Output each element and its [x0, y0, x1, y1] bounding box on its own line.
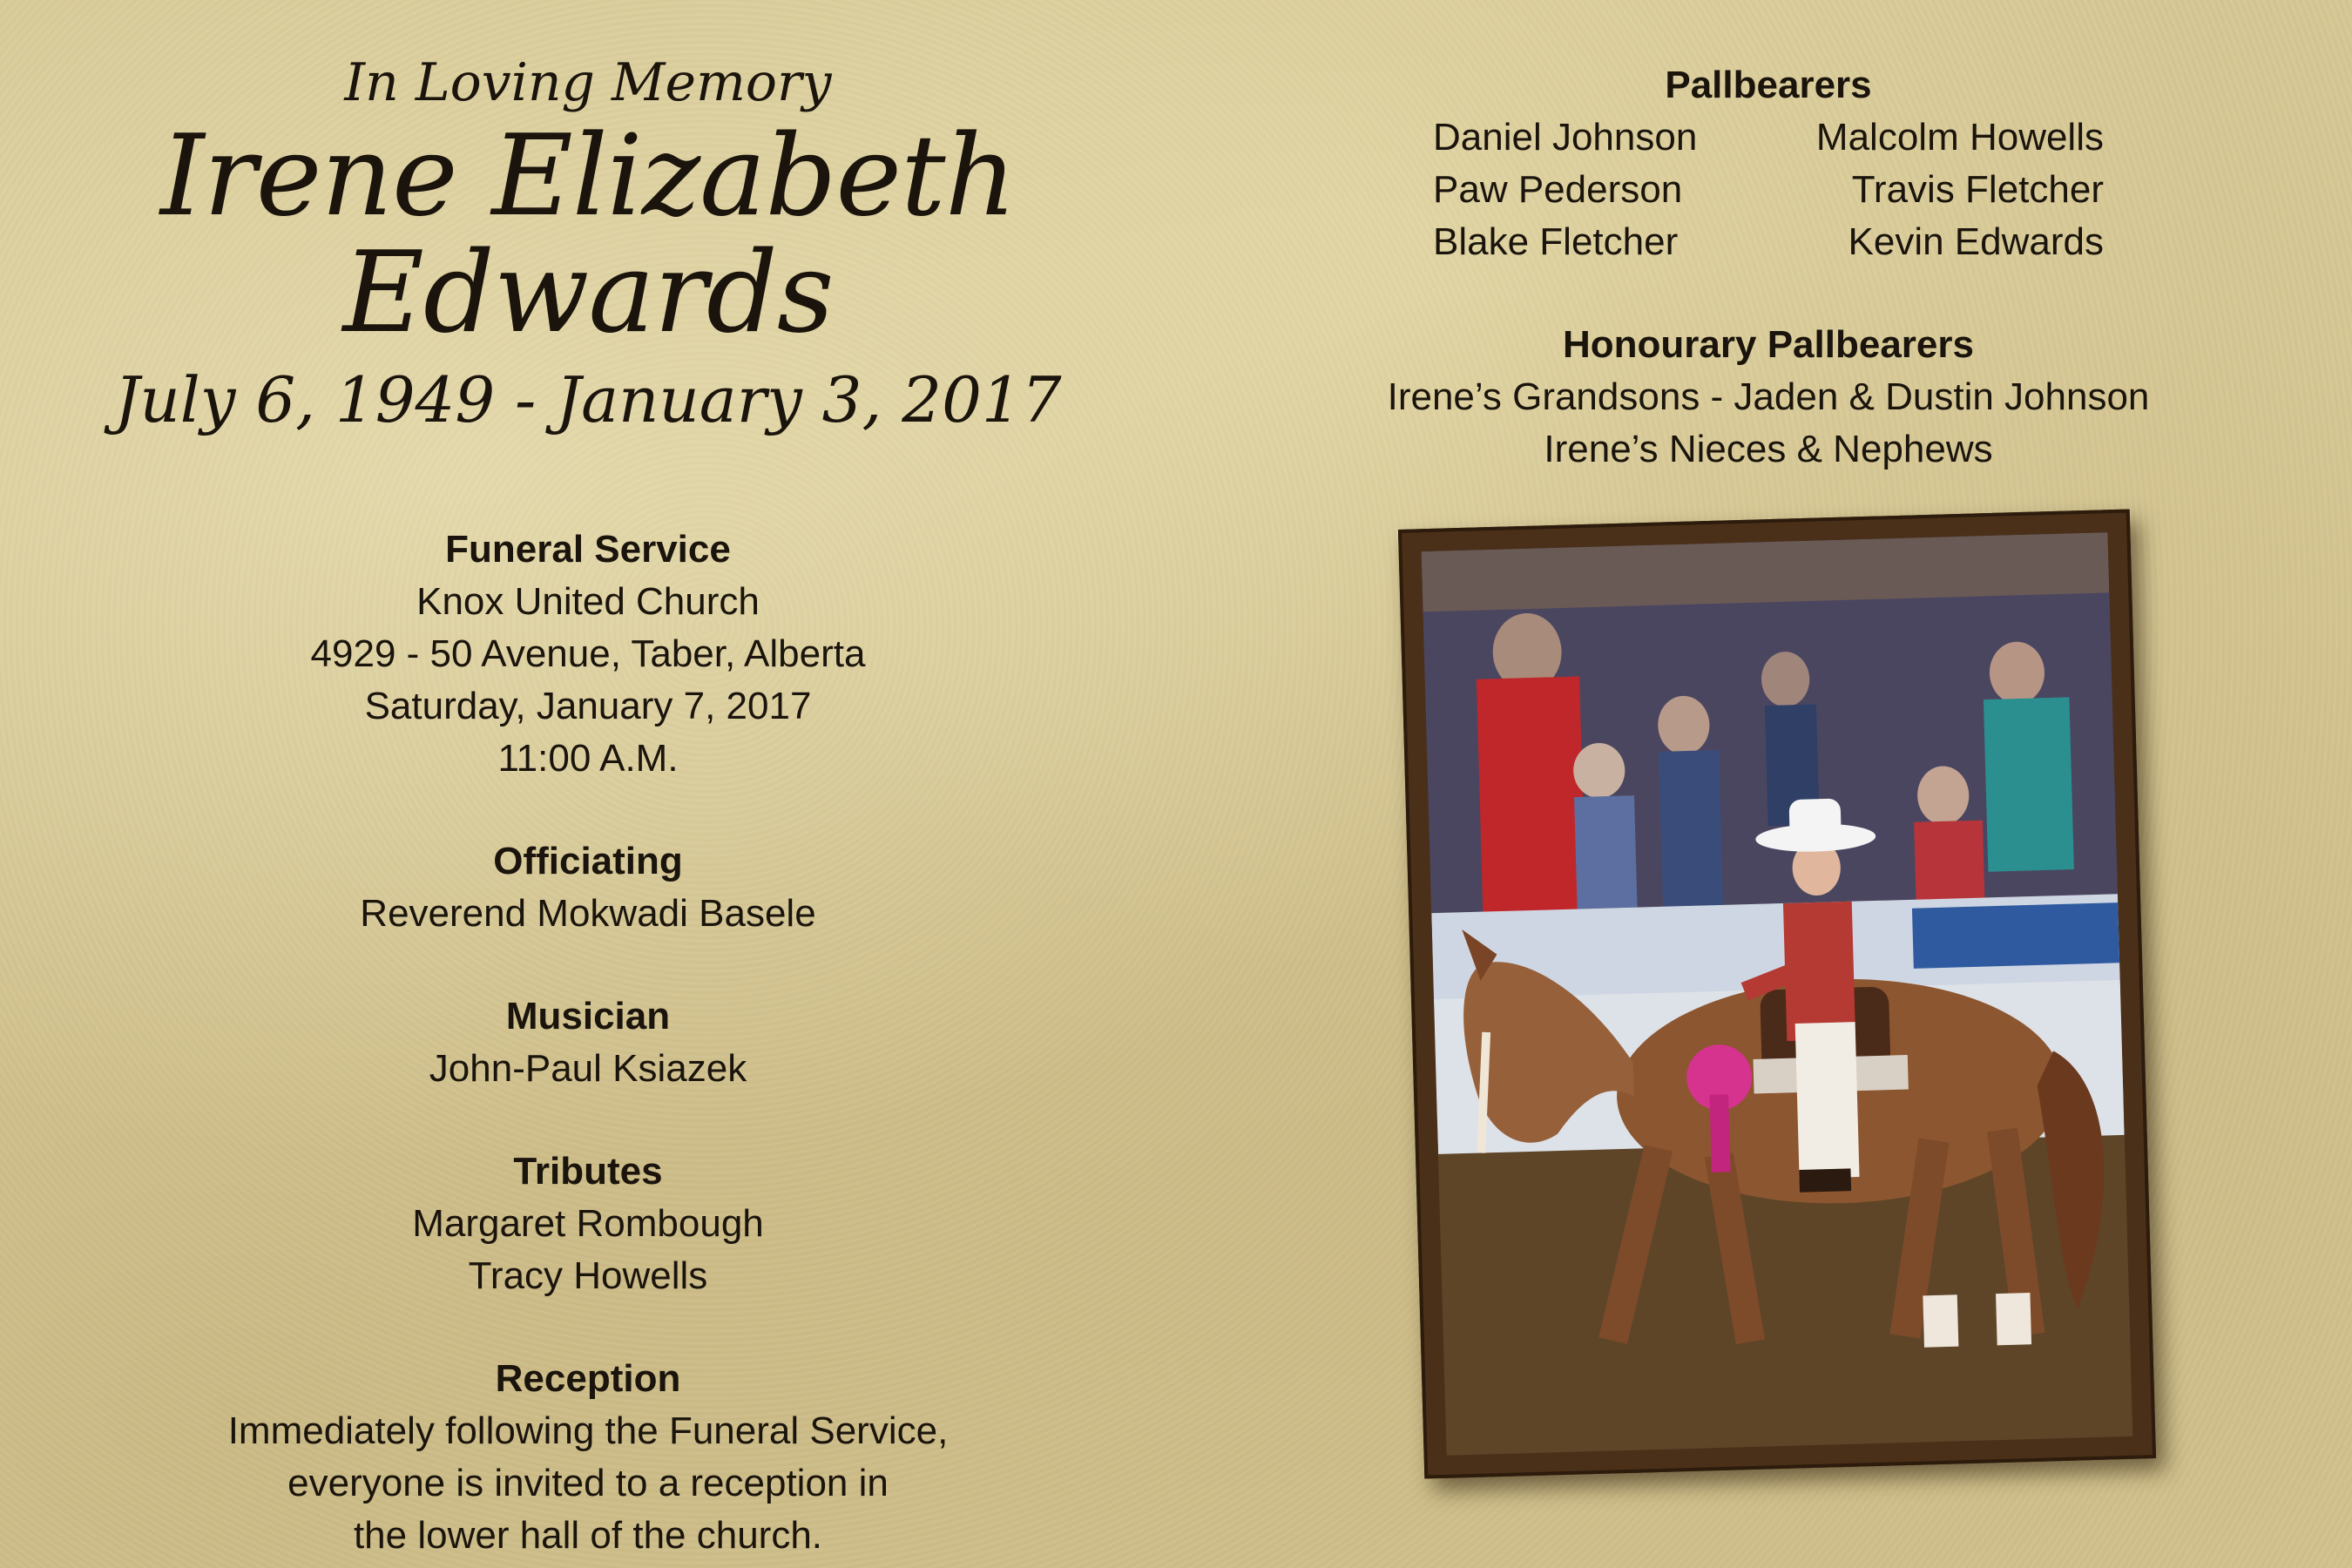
funeral-service-section — [70, 524, 1106, 785]
left-column — [70, 44, 1106, 1562]
photo-frame — [1398, 509, 2156, 1478]
honourary-line: Irene’s Nieces & Nephews — [1544, 428, 1993, 470]
pallbearer-name: Paw Pederson — [1433, 168, 1683, 211]
section-line: Knox United Church — [416, 579, 760, 623]
section-line: Tracy Howells — [468, 1254, 708, 1297]
section-heading: Officiating — [493, 839, 683, 882]
rider-on-horse-photo — [1422, 532, 2133, 1456]
tributes-section — [70, 1146, 1106, 1302]
honourary-pallbearers-heading: Honourary Pallbearers — [1563, 323, 1974, 366]
honourary-line: Irene’s Grandsons - Jaden & Dustin Johnson — [1387, 375, 2150, 418]
section-line: Saturday, January 7, 2017 — [364, 684, 812, 727]
section-line: 4929 - 50 Avenue, Taber, Alberta — [310, 632, 866, 675]
section-heading: Reception — [495, 1356, 681, 1400]
pallbearer-name: Kevin Edwards — [1848, 220, 2104, 263]
section-line: the lower hall of the church. — [353, 1513, 823, 1557]
pallbearer-name: Malcolm Howells — [1815, 116, 2104, 159]
section-line: everyone is invited to a reception in — [287, 1461, 889, 1504]
deceased-name: Irene Elizabeth Edwards — [160, 112, 1016, 359]
section-line: John-Paul Ksiazek — [429, 1046, 747, 1090]
musician-section — [70, 990, 1106, 1095]
life-dates: July 6, 1949 - January 3, 2017 — [114, 362, 1062, 436]
section-line: Margaret Rombough — [412, 1201, 764, 1245]
section-line: Reverend Mokwadi Basele — [360, 891, 816, 935]
horse-rider-illustration — [1422, 532, 2133, 1456]
officiating-section — [70, 835, 1106, 940]
pallbearer-name: Blake Fletcher — [1433, 220, 1679, 263]
section-heading: Musician — [505, 994, 671, 1037]
reception-section — [70, 1353, 1106, 1562]
section-heading: Tributes — [513, 1149, 663, 1193]
section-line: Immediately following the Funeral Service, — [227, 1409, 949, 1452]
section-line: 11:00 A.M. — [497, 736, 679, 780]
pallbearers-heading: Pallbearers — [1665, 64, 1872, 106]
right-column — [1342, 59, 2195, 476]
section-heading: Funeral Service — [445, 527, 731, 571]
in-loving-memory: In Loving Memory — [344, 52, 832, 113]
pallbearer-name: Travis Fletcher — [1851, 168, 2104, 211]
pallbearer-name: Daniel Johnson — [1433, 116, 1698, 159]
pallbearers-list — [1433, 112, 2104, 268]
